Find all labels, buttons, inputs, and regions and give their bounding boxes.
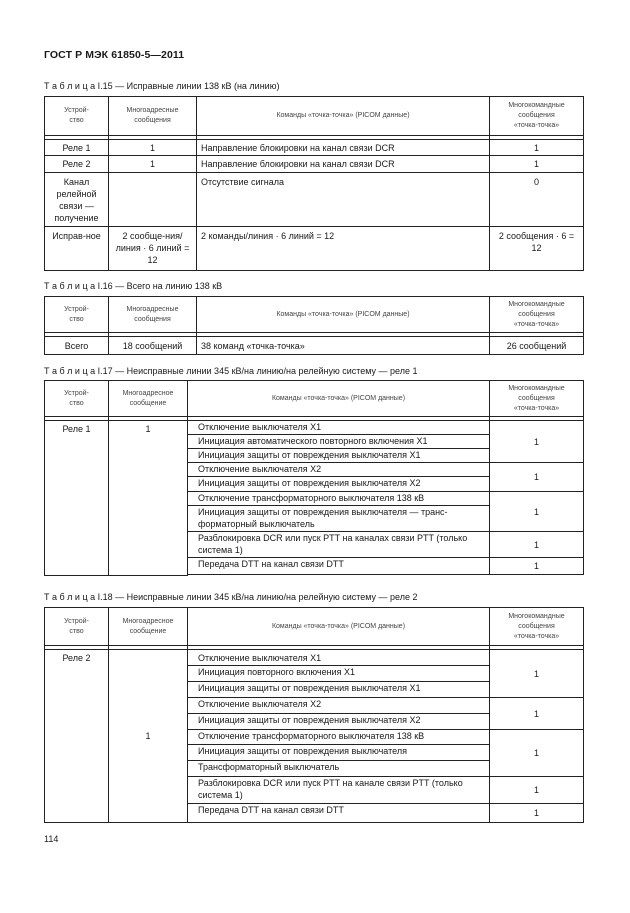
command-cell: Передача DTT на канал связи DTT xyxy=(188,558,490,575)
header-multi-command: Многокомандные сообщения «точка-точка» xyxy=(490,381,584,417)
table-row xyxy=(45,227,584,271)
header-multi-address: Многоадресное сообщение xyxy=(109,608,188,646)
header-device: Устрой- ство xyxy=(45,297,109,333)
header-multi-address: Многоадресные сообщения xyxy=(109,297,197,333)
command-cell: Отсутствие сигнала xyxy=(197,173,490,227)
table-i15-caption: Т а б л и ц а I.15 — Исправные линии 138 кВ (на линию) xyxy=(44,81,280,91)
command-cell: Инициация повторного включения X1 xyxy=(188,666,490,682)
command-cell: Инициация защиты от повреждения выключателя X2 xyxy=(188,714,490,730)
table-i17-caption: Т а б л и ц а I.17 — Неисправные линии 345 кВ/на линию/на релейную систему — реле 1 xyxy=(44,366,418,376)
command-cell: Отключение трансформаторного выключателя 138 кВ xyxy=(188,492,490,506)
count-cell: 1 xyxy=(490,421,584,463)
command-cell: Инициация защиты от повреждения выключателя X1 xyxy=(188,682,490,698)
page-number: 114 xyxy=(44,834,59,844)
command-cell: Разблокировка DCR или пуск PTT на канале связи PTT (только система 1) xyxy=(188,777,490,804)
count-cell: 1 xyxy=(490,698,584,730)
device-cell: Канал релейной связи — получение xyxy=(45,173,109,227)
command-cell: Разблокировка DCR или пуск PTT на каналах связи PTT (только система 1) xyxy=(188,532,490,558)
document-title: ГОСТ Р МЭК 61850-5—2011 xyxy=(44,49,185,61)
header-commands: Команды «точка-точка» (PICOM данные) xyxy=(197,297,490,333)
table-i18 xyxy=(44,607,584,823)
header-multi-address: Многоадресные сообщения xyxy=(109,97,197,136)
header-multi-command: Многокомандные сообщения «точка-точка» xyxy=(490,97,584,136)
device-cell: Реле 2 xyxy=(45,650,109,823)
count-cell: 1 xyxy=(490,156,584,173)
table-row xyxy=(45,173,584,227)
device-cell: Реле 1 xyxy=(45,421,109,576)
count-cell: 0 xyxy=(490,173,584,227)
command-cell: Отключение трансформаторного выключателя 138 кВ xyxy=(188,730,490,745)
table-row xyxy=(45,156,584,173)
command-cell: 38 команд «точка-точка» xyxy=(197,337,490,355)
command-cell: Трансформаторный выключатель xyxy=(188,761,490,777)
count-cell: 1 xyxy=(490,777,584,804)
count-cell: 26 сообщений xyxy=(490,337,584,355)
header-multi-address: Многоадресное сообщение xyxy=(109,381,188,417)
device-cell: Реле 1 xyxy=(45,140,109,156)
command-cell: Инициация защиты от повреждения выключателя — транс-форматорный выключатель xyxy=(188,506,490,532)
header-multi-command: Многокомандные сообщения «точка-точка» xyxy=(490,608,584,646)
count-cell: 1 xyxy=(490,730,584,777)
header-device: Устрой- ство xyxy=(45,97,109,136)
command-cell: Направление блокировки на канал связи DCR xyxy=(197,140,490,156)
count-cell: 1 xyxy=(490,804,584,823)
command-cell: Отключение выключателя X1 xyxy=(188,421,490,435)
count-cell: 1 xyxy=(490,140,584,156)
device-cell: Исправ-ное xyxy=(45,227,109,271)
command-cell: Инициация защиты от повреждения выключателя X2 xyxy=(188,477,490,492)
device-cell: Всего xyxy=(45,337,109,355)
header-commands: Команды «точка-точка» (PICOM данные) xyxy=(188,381,490,417)
device-cell: Реле 2 xyxy=(45,156,109,173)
table-i16 xyxy=(44,296,584,355)
command-cell: Отключение выключателя X1 xyxy=(188,650,490,666)
table-i18-caption: Т а б л и ц а I.18 — Неисправные линии 345 кВ/на линию/на релейную систему — реле 2 xyxy=(44,592,418,602)
header-device: Устрой- ство xyxy=(45,608,109,646)
command-cell: Отключение выключателя X2 xyxy=(188,698,490,714)
count-cell: 2 сообщения · 6 = 12 xyxy=(490,227,584,271)
count-cell: 1 xyxy=(490,532,584,558)
table-row xyxy=(45,337,584,355)
command-cell: Инициация защиты от повреждения выключателя xyxy=(188,745,490,761)
table-i16-caption: Т а б л и ц а I.16 — Всего на линию 138 кВ xyxy=(44,281,223,291)
count-cell: 1 xyxy=(490,492,584,532)
multi-cell: 1 xyxy=(109,421,188,576)
command-cell: Передача DTT на канал связи DTT xyxy=(188,804,490,823)
table-row xyxy=(45,140,584,156)
multi-cell: 18 сообщений xyxy=(109,337,197,355)
multi-cell xyxy=(109,173,197,227)
multi-cell: 2 сообще-ния/линия · 6 линий = 12 xyxy=(109,227,197,271)
header-commands: Команды «точка-точка» (PICOM данные) xyxy=(188,608,490,646)
multi-cell: 1 xyxy=(109,156,197,173)
command-cell: 2 команды/линия · 6 линий = 12 xyxy=(197,227,490,271)
command-cell: Отключение выключателя X2 xyxy=(188,463,490,477)
header-multi-command: Многокомандные сообщения «точка-точка» xyxy=(490,297,584,333)
table-i15 xyxy=(44,96,584,271)
multi-cell: 1 xyxy=(109,140,197,156)
command-cell: Инициация защиты от повреждения выключателя X1 xyxy=(188,449,490,463)
header-device: Устрой- ство xyxy=(45,381,109,417)
count-cell: 1 xyxy=(490,463,584,492)
header-commands: Команды «точка-точка» (PICOM данные) xyxy=(197,97,490,136)
count-cell: 1 xyxy=(490,650,584,698)
multi-cell: 1 xyxy=(109,650,188,823)
command-cell: Инициация автоматического повторного включения X1 xyxy=(188,435,490,449)
command-cell: Направление блокировки на канал связи DCR xyxy=(197,156,490,173)
count-cell: 1 xyxy=(490,558,584,575)
table-i17 xyxy=(44,380,584,576)
